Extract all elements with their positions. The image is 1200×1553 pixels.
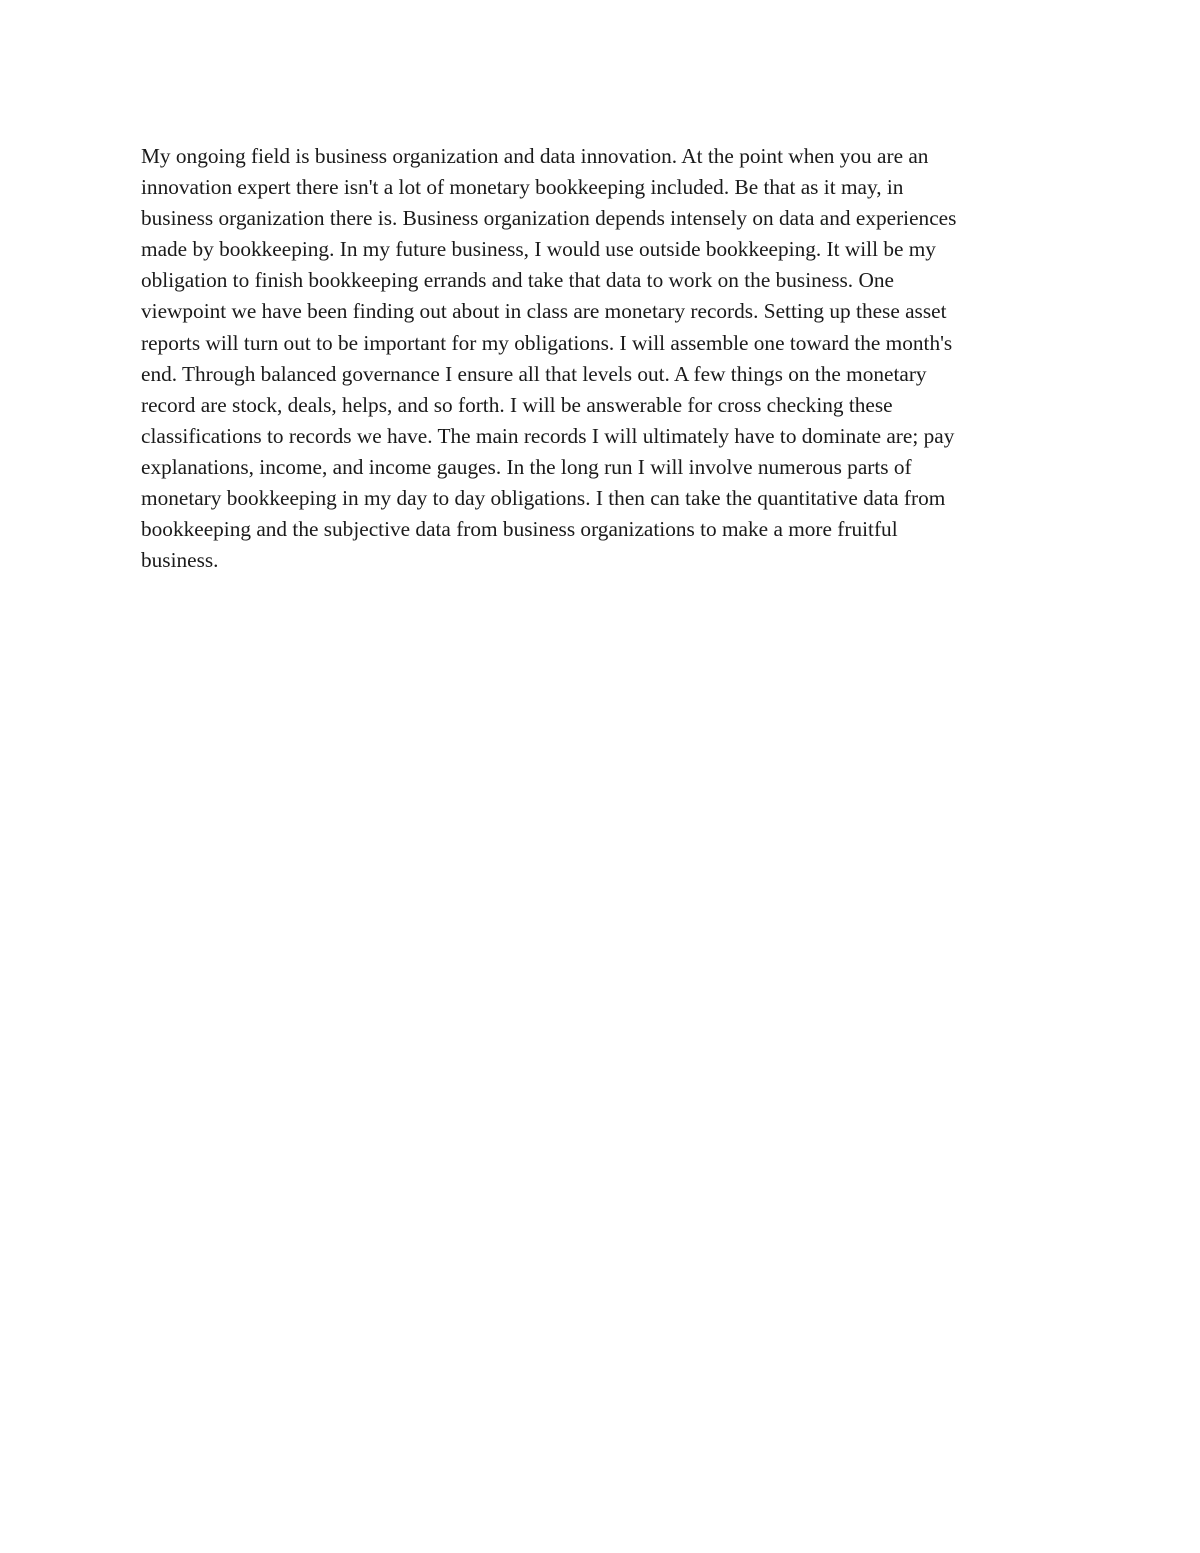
paragraph-line: reports will turn out to be important for my obligations. I will assemble one toward the month's — [141, 330, 953, 355]
paragraph-line: obligation to finish bookkeeping errands and take that data to work on the business. One — [141, 268, 894, 293]
paragraph-line: monetary bookkeeping in my day to day obligations. I then can take the quantitative data from — [141, 486, 946, 511]
paragraph-line: record are stock, deals, helps, and so forth. I will be answerable for cross checking these — [141, 392, 893, 417]
paragraph-line: business. — [141, 548, 219, 573]
paragraph-line: innovation expert there isn't a lot of monetary bookkeeping included. Be that as it may, in — [141, 175, 904, 200]
body-paragraph — [141, 141, 1061, 576]
paragraph-line: viewpoint we have been finding out about in class are monetary records. Setting up these asset — [141, 299, 947, 324]
paragraph-line: bookkeeping and the subjective data from business organizations to make a more fruitful — [141, 517, 898, 542]
paragraph-line: explanations, income, and income gauges. In the long run I will involve numerous parts of — [141, 454, 912, 479]
paragraph-line: made by bookkeeping. In my future business, I would use outside bookkeeping. It will be my — [141, 237, 936, 262]
paragraph-line: end. Through balanced governance I ensure all that levels out. A few things on the monetary — [141, 361, 927, 386]
paragraph-line: classifications to records we have. The main records I will ultimately have to dominate are; pay — [141, 423, 955, 448]
paragraph-line: My ongoing field is business organization and data innovation. At the point when you are an — [141, 144, 929, 168]
paragraph-line: business organization there is. Business organization depends intensely on data and experiences — [141, 206, 957, 231]
